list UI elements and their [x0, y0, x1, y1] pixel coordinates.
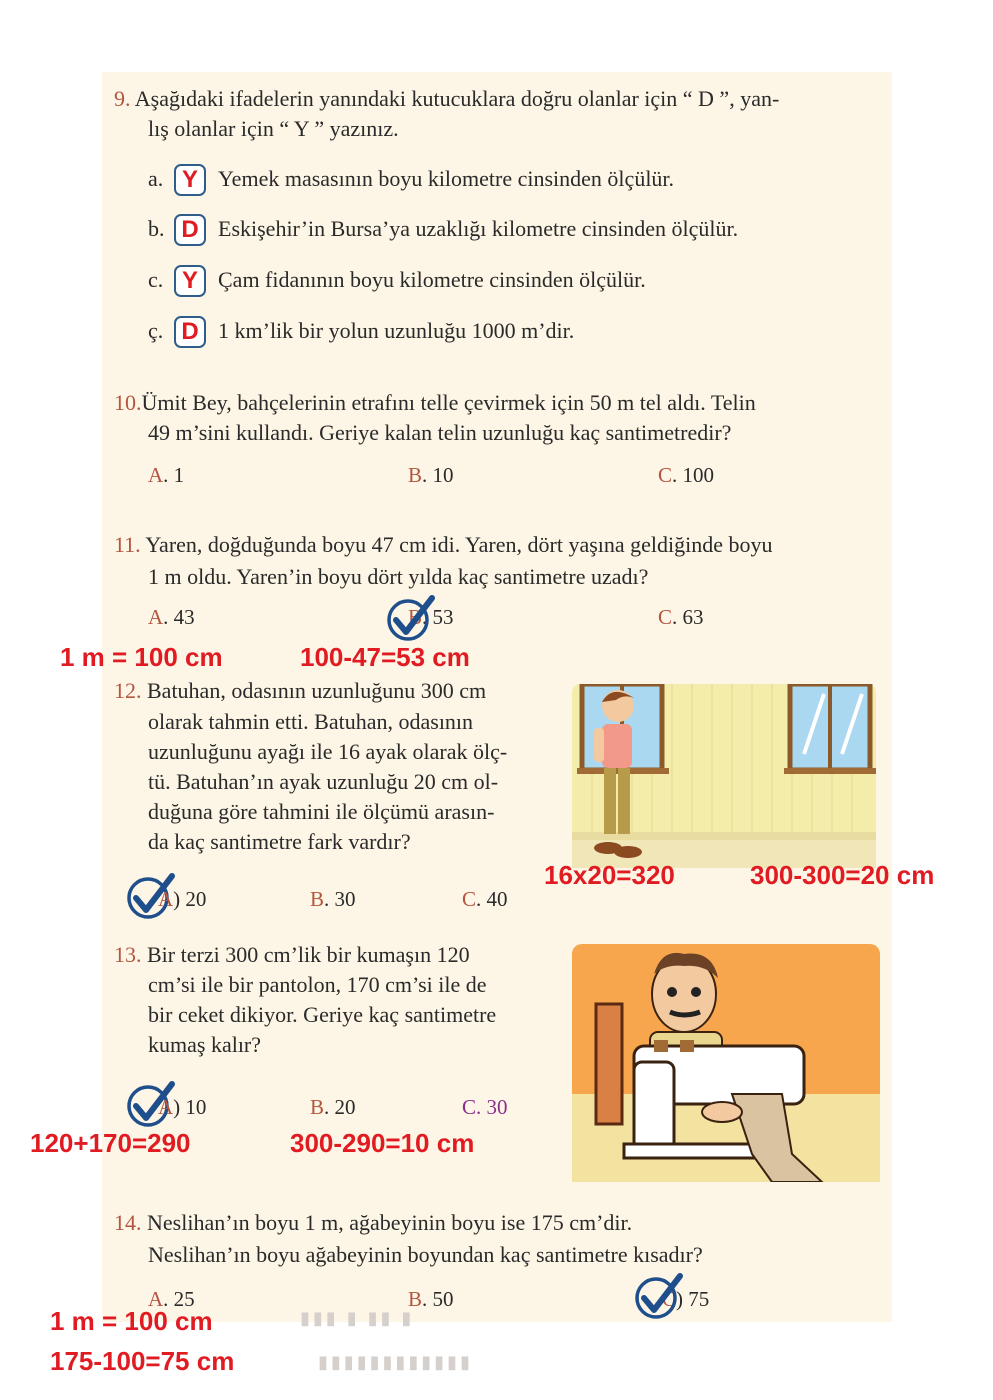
- q11-option-c: C. 63: [658, 605, 704, 629]
- option-letter: A: [148, 1287, 164, 1311]
- checkmark-icon: [632, 1272, 686, 1320]
- q12-line3: uzunluğunu ayağı ile 16 ayak olarak ölç-: [148, 739, 508, 764]
- q11-line1-text: Yaren, doğduğunda boyu 47 cm idi. Yaren, dört yaşına geldiğinde boyu: [145, 532, 773, 557]
- q13-line3: bir ceket dikiyor. Geriye kaç santimetre: [148, 1002, 497, 1027]
- q12-number: 12.: [114, 678, 142, 703]
- q9-item-b-letter: b.: [148, 216, 165, 241]
- q14-work-conversion: 1 m = 100 cm: [50, 1306, 213, 1336]
- q12-line6: da kaç santimetre fark vardır?: [148, 829, 411, 854]
- q12-work-product: 16x20=320: [544, 860, 675, 890]
- q12-line1-text: Batuhan, odasının uzunluğunu 300 cm: [147, 678, 487, 703]
- q9-item-c-text: Çam fidanının boyu kilometre cinsinden ölçülür.: [218, 267, 646, 292]
- option-letter: C: [658, 605, 673, 629]
- option-letter: B: [408, 605, 423, 629]
- q11-option-b: B. 53: [408, 605, 454, 629]
- q11-line2: 1 m oldu. Yaren’in boyu dört yılda kaç santimetre uzadı?: [148, 564, 649, 589]
- option-letter: C: [462, 887, 477, 911]
- q11-line1: [114, 530, 773, 560]
- option-letter: A: [148, 605, 164, 629]
- q9-line1: [114, 84, 779, 114]
- q14-line2: Neslihan’ın boyu ağabeyinin boyundan kaç santimetre kısadır?: [148, 1242, 703, 1267]
- q12-work-difference: 300-300=20 cm: [750, 860, 935, 890]
- q13-option-c: C. 30: [462, 1095, 508, 1119]
- q9-item-cc-letter: ç.: [148, 318, 164, 343]
- q9-item-a-text: Yemek masasının boyu kilometre cinsinden ölçülür.: [218, 166, 675, 191]
- q9-item-a-letter: a.: [148, 166, 164, 191]
- q11-work-conversion: 1 m = 100 cm: [60, 642, 223, 672]
- q13-number: 13.: [114, 942, 142, 967]
- q12-text-block: [114, 676, 548, 706]
- q13-line4: kumaş kalır?: [148, 1032, 262, 1057]
- q10-option-b: B. 10: [408, 463, 454, 487]
- faded-footer-artifact-2: ▮▮▮▮▮▮▮▮▮▮▮▮: [318, 1352, 473, 1372]
- q14-line1: [114, 1208, 632, 1238]
- q13-option-b: B. 20: [310, 1095, 356, 1119]
- q14-option-b: B. 50: [408, 1287, 454, 1311]
- q10-line1-text: Ümit Bey, bahçelerinin etrafını telle çevirmek için 50 m tel aldı. Telin: [141, 390, 756, 415]
- q12-option-b: B. 30: [310, 887, 356, 911]
- q10-line2: 49 m’sini kullandı. Geriye kalan telin uzunluğu kaç santimetredir?: [148, 420, 732, 445]
- q9-line1-text: Aşağıdaki ifadelerin yanındaki kutucuklara doğru olanlar için “ D ”, yan-: [134, 86, 780, 111]
- option-letter: B: [310, 887, 325, 911]
- q13-work-sum: 120+170=290: [30, 1128, 191, 1158]
- q12-option-c: C. 40: [462, 887, 508, 911]
- q12-option-a: A) 20: [158, 887, 207, 911]
- boy-measuring-room-illustration: [572, 684, 876, 868]
- q10-option-a: A. 1: [148, 463, 185, 487]
- q13-option-a: A) 10: [158, 1095, 207, 1119]
- q13-line1: [114, 940, 470, 970]
- q14-option-c: C) 75: [662, 1287, 710, 1311]
- option-letter: A: [148, 463, 164, 487]
- tailor-sewing-machine-illustration: [572, 944, 880, 1182]
- q12-line5: duğuna göre tahmini ile ölçümü arasın-: [148, 799, 495, 824]
- faded-footer-artifact-1: ▮▮▮ ▮ ▮▮ ▮: [300, 1308, 415, 1328]
- q14-option-a: A. 25: [148, 1287, 195, 1311]
- q10-option-c: C. 100: [658, 463, 715, 487]
- q14-line1-text: Neslihan’ın boyu 1 m, ağabeyinin boyu ise 175 cm’dir.: [147, 1210, 633, 1235]
- q14-number: 14.: [114, 1210, 142, 1235]
- q14-work-difference: 175-100=75 cm: [50, 1346, 235, 1376]
- q12-line4: tü. Batuhan’ın ayak uzunluğu 20 cm ol-: [148, 769, 499, 794]
- q10-line1: [114, 388, 756, 418]
- q9-item-b-answer-box: D: [174, 214, 206, 246]
- option-letter: C: [658, 463, 673, 487]
- q13-work-difference: 300-290=10 cm: [290, 1128, 475, 1158]
- q10-number: 10.: [114, 390, 142, 415]
- option-letter: B: [408, 1287, 423, 1311]
- q11-number: 11.: [114, 532, 141, 557]
- q9-number: 9.: [114, 86, 131, 111]
- q9-item-c-answer-box: Y: [174, 265, 206, 297]
- q11-work-calc: 100-47=53 cm: [300, 642, 470, 672]
- q11-option-a: A. 43: [148, 605, 195, 629]
- q9-line2: lış olanlar için “ Y ” yazınız.: [148, 116, 399, 141]
- option-letter: C: [462, 1095, 477, 1119]
- q9-item-cc-text: 1 km’lik bir yolun uzunluğu 1000 m’dir.: [218, 318, 575, 343]
- option-letter: A: [158, 887, 174, 911]
- option-letter: B: [408, 463, 423, 487]
- option-letter: B: [310, 1095, 325, 1119]
- option-letter: A: [158, 1095, 174, 1119]
- option-letter: C: [662, 1287, 677, 1311]
- q12-line2: olarak tahmin etti. Batuhan, odasının: [148, 709, 474, 734]
- q9-item-c-letter: c.: [148, 267, 164, 292]
- q9-item-a-answer-box: Y: [174, 164, 206, 196]
- q13-line1-text: Bir terzi 300 cm’lik bir kumaşın 120: [147, 942, 470, 967]
- q9-item-b-text: Eskişehir’in Bursa’ya uzaklığı kilometre cinsinden ölçülür.: [218, 216, 739, 241]
- q9-item-cc-answer-box: D: [174, 316, 206, 348]
- q13-line2: cm’si ile bir pantolon, 170 cm’si ile de: [148, 972, 487, 997]
- q12-line1: [114, 676, 548, 706]
- checkmark-icon: [384, 594, 438, 642]
